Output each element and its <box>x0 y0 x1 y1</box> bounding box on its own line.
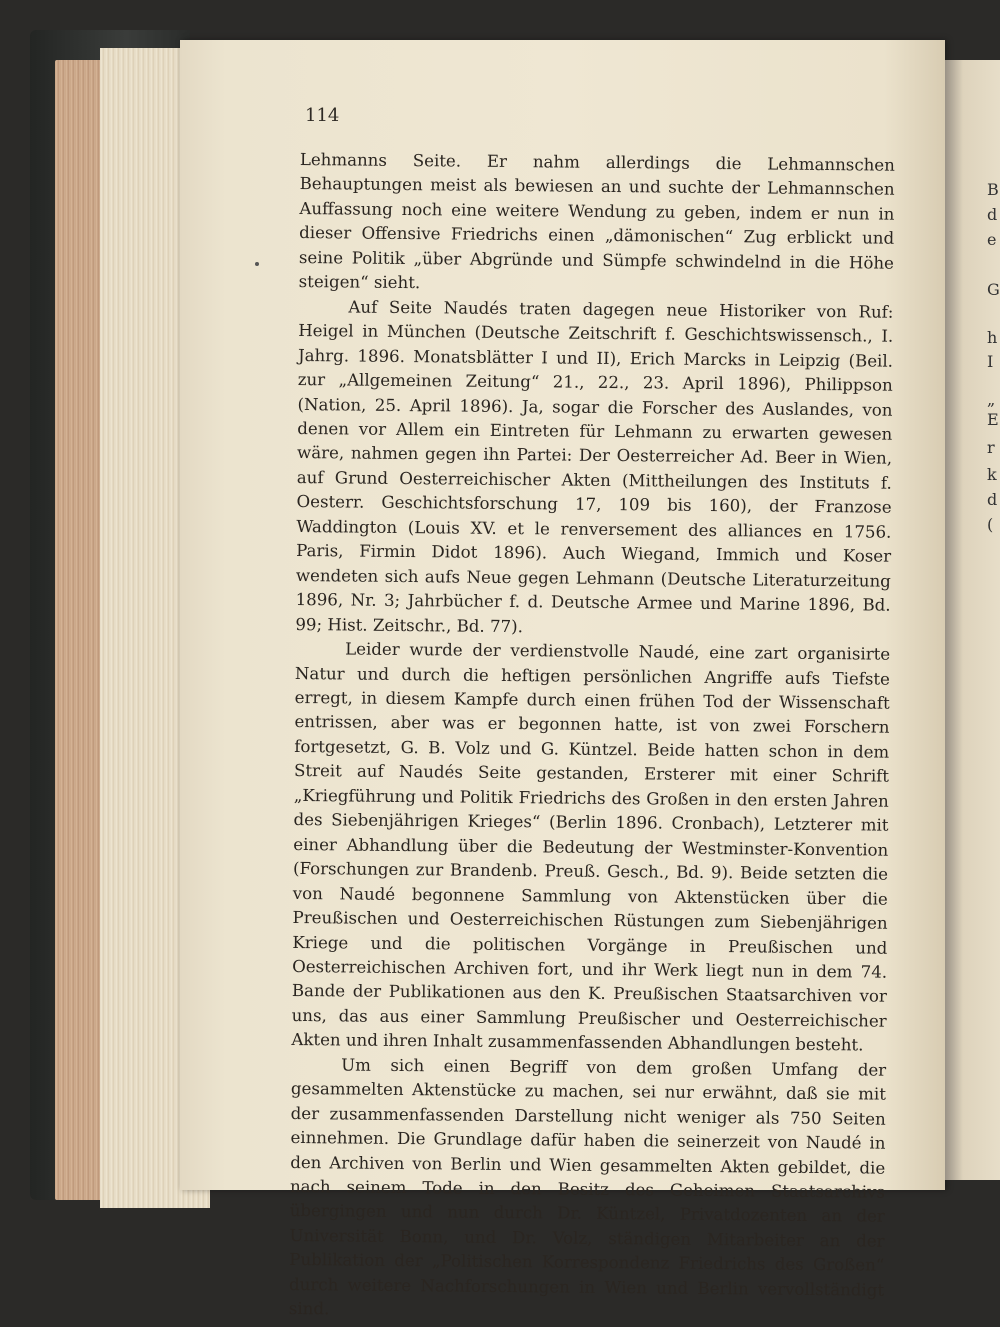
page-number: 114 <box>305 105 340 126</box>
next-page-fragment: d <box>987 205 998 224</box>
next-page-fragment: I <box>987 352 994 371</box>
paragraph: Auf Seite Naudés traten dagegen neue Historiker von Ruf: Heigel in München (Deutsche Zeitschrift f. Geschichtswissensch., I. Jahrg. 1896. Monatsblätter I und II), Erich Marcks in Leipzig (Beil. zur „Allgemeinen Zeitung“ 21., 22., 23. April 1896), Philippson (Nation, 25. April 1896). Ja, sogar die Forscher des Auslandes, von denen vor Allem ein Eintreten für Lehmann zu erwarten gewesen wäre, nahmen gegen ihn Partei: Der Oesterreicher Ad. Beer in Wien, auf Grund Oesterreichischer Akten (Mittheilungen des Instituts f. Oesterr. Geschichtsforschung 17, 109 bis 160), der Franzose Waddington (Louis XV. et le renversement des alliances en 1756. Paris, Firmin Didot 1896). Auch Wiegand, Immich und Koser wendeten sich aufs Neue gegen Lehmann (Deutsche Literaturzeitung 1896, Nr. 3; Jahrbücher f. d. Deutsche Armee und Marine 1896, Bd. 99; Hist. Zeitschr., Bd. 77). <box>295 297 894 636</box>
paragraph: Lehmanns Seite. Er nahm allerdings die Lehmannschen Behauptungen meist als bewiesen an und suchte der Lehmannschen Auffassung noch eine weitere Wendung zu geben, indem er nun in dieser Offensive Friedrichs einen „dämonischen“ Zug erblickt und seine Politik „über Abgründe und Sümpfe schwindelnd in die Höhe steigen“ sieht. <box>298 149 895 293</box>
paragraph: Leider wurde der verdienstvolle Naudé, eine zart organisirte Natur und durch die heftigen persönlichen Angriffe aufs Tiefste erregt, in diesem Kampfe durch einen frühen Tod der Wissenschaft entrissen, aber was er begonnen hatte, ist von zwei Forschern fortgesetzt, G. B. Volz und G. Küntzel. Beide hatten schon in dem Streit auf Naudés Seite gestanden, Ersterer mit einer Schrift „Kriegführung und Politik Friedrichs des Großen in den ersten Jahren des Siebenjährigen Krieges“ (Berlin 1896. Cronbach), Letzterer mit einer Abhandlung über die Bedeutung der Westminster-Konvention (Forschungen zur Brandenb. Preuß. Gesch., Bd. 9). Beide setzten die von Naudé begonnene Sammlung von Aktenstücken über die Preußischen und Oesterreichischen Rüstungen zum Siebenjährigen Kriege und die politischen Vorgänge in Preußischen und Oesterreichischen Archiven fort, und ihr Werk liegt nun in dem 74. Bande der Publikationen aus den K. Preußischen Staatsarchiven vor uns, das aus einer Sammlung Preußischer und Oesterreichischer Akten und ihren Inhalt zusammenfassenden Abhandlungen besteht. <box>291 639 891 1055</box>
page-body <box>289 148 895 1327</box>
next-page-fragment: E <box>987 410 999 429</box>
next-page-fragment: h <box>987 328 998 347</box>
margin-mark <box>255 262 259 266</box>
next-page-fragment: „ <box>987 390 996 409</box>
next-page <box>945 60 1000 1180</box>
next-page-fragment: e <box>987 230 997 249</box>
paragraph: Um sich einen Begriff von dem großen Umfang der gesammelten Aktenstücke zu machen, sei nur erwähnt, daß sie mit der zusammenfassenden Darstellung nicht weniger als 750 Seiten einnehmen. Die Grundlage dafür haben die seinerzeit von Naudé in den Archiven von Berlin und Wien gesammelten Akten gebildet, die nach seinem Tode in den Besitz des Geheimen Staatsarchivs übergingen und nun durch Dr. Küntzel, Privatdozenten an der Universität Bonn, und Dr. Volz, ständigen Mitarbeiter an der Publikation der „Politischen Korrespondenz Friedrichs des Großen“ durch weitere Nachforschungen in Wien und Berlin vervollständigt sind. <box>288 1055 887 1319</box>
next-page-fragment: k <box>987 465 997 484</box>
next-page-fragment: d <box>987 490 998 509</box>
next-page-fragment: ( <box>987 515 994 534</box>
next-page-fragment: G <box>987 280 1000 299</box>
next-page-fragment: B <box>987 180 999 199</box>
next-page-fragment: r <box>987 438 995 457</box>
